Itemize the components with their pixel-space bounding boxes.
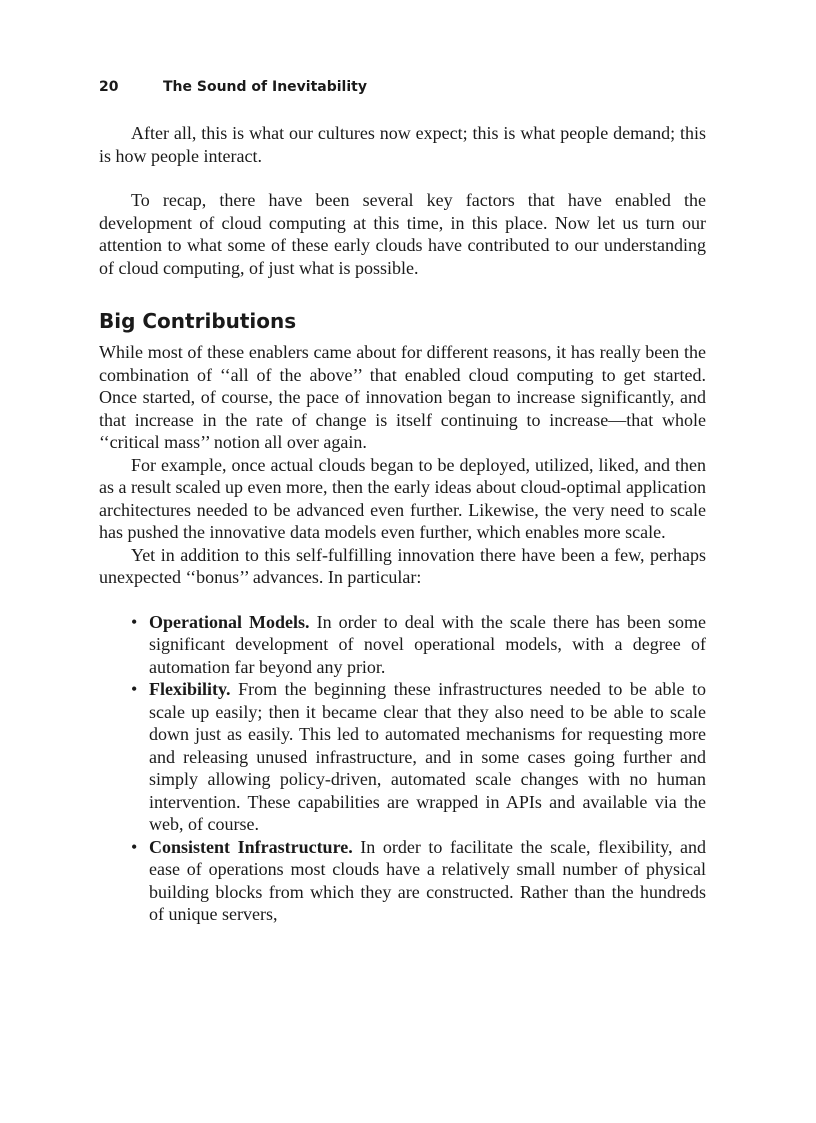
bullet-term: Consistent Infrastructure. bbox=[149, 836, 353, 857]
paragraph: Yet in addition to this self-fulfilling innovation there have been a few, perhaps unexpected ‘‘bonus’’ advances. In particular: bbox=[99, 544, 706, 587]
section-heading: Big Contributions bbox=[99, 309, 297, 333]
bullet-icon: • bbox=[131, 611, 138, 632]
list-item bbox=[99, 836, 706, 926]
page-number: 20 bbox=[99, 79, 119, 95]
bullet-text: From the beginning these infrastructures needed to be able to scale up easily; then it became clear that they also need to be able to scale down just as easily. This led to automated mechanisms for requesting more and releasing unused infrastructure, and in some cases going further and simply allowing policy-driven, automated scale changes with no human intervention. These capabilities are wrapped in APIs and available via the web, of course. bbox=[149, 679, 706, 834]
paragraph: While most of these enablers came about for different reasons, it has really been the combination of ‘‘all of the above’’ that enabled cloud computing to get started. Once started, of course, the pace of innovation began to increase significantly, and that increase in the rate of change is itself continuing to increase—that whole ‘‘critical mass’’ notion all over again. bbox=[99, 342, 706, 452]
book-page bbox=[99, 76, 706, 926]
list-item bbox=[99, 611, 706, 679]
bullet-text: In order to facilitate the scale, flexibility, and ease of operations most clouds have a relatively small number of physical building blocks from which they are constructed. Rather than the hundreds of unique servers, bbox=[149, 836, 707, 924]
running-header bbox=[99, 76, 706, 98]
bullet-icon: • bbox=[131, 679, 138, 699]
paragraph: For example, once actual clouds began to be deployed, utilized, liked, and then as a result scaled up even more, then the early ideas about cloud-optimal application architectures needed to be advanced even further. Likewise, the very need to scale has pushed the innovative data models even further, which enables more scale. bbox=[99, 454, 706, 542]
bullet-icon: • bbox=[131, 836, 138, 857]
bullet-term: Operational Models. bbox=[149, 611, 310, 632]
bullet-term: Flexibility. bbox=[149, 679, 231, 699]
bullet-list bbox=[99, 611, 706, 926]
running-title: The Sound of Inevitability bbox=[163, 79, 367, 95]
bullet-text: In order to deal with the scale there has been some significant development of novel operational models, with a degree of automation far beyond any prior. bbox=[149, 611, 706, 677]
paragraph: To recap, there have been several key factors that have enabled the development of cloud computing at this time, in this place. Now let us turn our attention to what some of these early clouds have contributed to our understanding of cloud computing, of just what is possible. bbox=[99, 190, 706, 278]
paragraph: After all, this is what our cultures now expect; this is what people demand; this is how people interact. bbox=[99, 123, 706, 166]
list-item bbox=[99, 678, 706, 836]
